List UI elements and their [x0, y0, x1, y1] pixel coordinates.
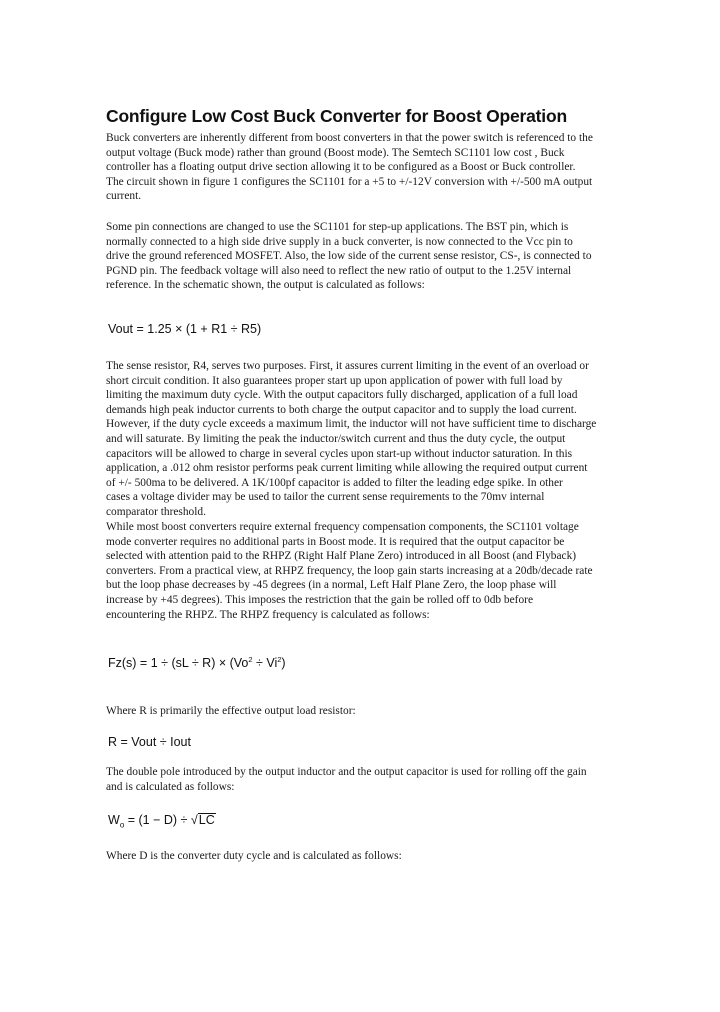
text-line: normally connected to a high side drive supply in a buck converter, is now connected to the Vcc pin to: [106, 235, 573, 248]
text-line: converters. From a practical view, at RHPZ frequency, the loop gain starts increasing at a 20db/decade rate: [106, 564, 593, 577]
paragraph-double-pole: [106, 765, 616, 794]
sqrt-sign: √: [190, 813, 198, 827]
text-line: Where D is the converter duty cycle and is calculated as follows:: [106, 850, 402, 862]
text-line: While most boost converters require external frequency compensation components, the SC1101 voltage: [106, 521, 579, 533]
paragraph-pin-connections: [106, 220, 616, 293]
document-title: Configure Low Cost Buck Converter for Boost Operation: [106, 106, 567, 126]
equation-load-resistance: R = Vout ÷ Iout: [108, 735, 191, 749]
eq-superscript: 2: [277, 655, 282, 664]
eq-part: = (1 − D) ÷: [124, 813, 191, 827]
text-line: encountering the RHPZ. The RHPZ frequency is calculated as follows:: [106, 608, 430, 621]
text-line: increase by +45 degrees). This imposes the restriction that the gain be rolled off to 0db before: [106, 593, 534, 606]
text-line: current.: [106, 190, 142, 203]
text-line: drive the ground referenced MOSFET. Also, the low side of the current sense resistor, CS-, is connected to: [106, 250, 592, 263]
paragraph-intro: [106, 131, 616, 204]
text-line: selected with attention paid to the RHPZ (Right Half Plane Zero) introduced in all Boost (and Flyback): [106, 550, 577, 563]
text-line: but the loop phase decreases by -45 degrees (in a normal, Left Half Plane Zero, the loop phase will: [106, 579, 557, 592]
text-line: The double pole introduced by the output inductor and the output capacitor is used for rolling off the gain: [106, 766, 587, 778]
eq-subscript: o: [119, 820, 125, 830]
eq-part: ): [281, 656, 286, 671]
text-line: output voltage (Buck mode) rather than ground (Boost mode). The Semtech SC1101 low cost , Buck: [106, 146, 565, 159]
text-line: reference. In the schematic shown, the output is calculated as follows:: [106, 279, 425, 292]
text-line: limiting the maximum duty cycle. With the output capacitors fully discharged, application of a full load: [106, 389, 578, 402]
text-line: of +/- 500ma to be delivered. A 1K/100pf capacitor is added to filter the leading edge spike. In other: [106, 476, 563, 489]
equation-rhpz-frequency: [108, 655, 286, 670]
equation-double-pole: [108, 813, 216, 830]
text-line: However, if the duty cycle exceeds a maximum limit, the inductor will not have sufficient time to discharge: [106, 418, 597, 431]
text-line: cases a voltage divider may be used to tailor the current sense requirements to the 70mv internal: [106, 491, 545, 504]
eq-part: W: [108, 813, 120, 827]
text-line: controller has a floating output drive section allowing it to be configured as a Boost or Buck controller.: [106, 161, 576, 174]
text-line: The circuit shown in figure 1 configures the SC1101 for a +5 to +/-12V conversion with +/-500 mA output: [106, 175, 593, 188]
text-line: application, a .012 ohm resistor performs peak current limiting while allowing the required output current: [106, 462, 588, 475]
text-line: and is calculated as follows:: [106, 780, 235, 793]
text-line: PGND pin. The feedback voltage will also need to reflect the new ratio of output to the 1.25V internal: [106, 264, 572, 277]
paragraph-sense-resistor: [106, 359, 616, 520]
text-line: mode converter requires no additional parts in Boost mode. It is required that the output capacitor be: [106, 535, 565, 548]
eq-superscript: 2: [248, 655, 253, 664]
paragraph-compensation: [106, 520, 616, 622]
eq-part: Fz(s) = 1 ÷ (sL ÷ R) × (Vo: [108, 656, 249, 671]
eq-part: ÷ Vi: [252, 656, 278, 671]
equation-vout: Vout = 1.25 × (1 + R1 ÷ R5): [108, 322, 262, 336]
paragraph-duty-cycle: [106, 849, 616, 864]
text-line: demands high peak inductor currents to both charge the output capacitor and to supply the load current.: [106, 403, 577, 416]
text-line: The sense resistor, R4, serves two purposes. First, it assures current limiting in the event of an overload or: [106, 360, 589, 372]
text-line: Some pin connections are changed to use the SC1101 for step-up applications. The BST pin, which is: [106, 221, 569, 233]
text-line: Where R is primarily the effective output load resistor:: [106, 705, 356, 717]
paragraph-load-resistor: [106, 704, 616, 719]
text-line: and will saturate. By limiting the peak the inductor/switch current and thus the duty cycle, the output: [106, 432, 566, 445]
text-line: comparator threshold.: [106, 505, 206, 518]
text-line: capacitors will be allowed to charge in several cycles upon start-up without inductor saturation. In this: [106, 447, 573, 460]
text-line: Buck converters are inherently different from boost converters in that the power switch is referenced to the: [106, 132, 593, 144]
text-line: short circuit condition. It also guarantees proper start up upon application of power with full load by: [106, 374, 563, 387]
sqrt-radicand: LC: [198, 813, 215, 827]
